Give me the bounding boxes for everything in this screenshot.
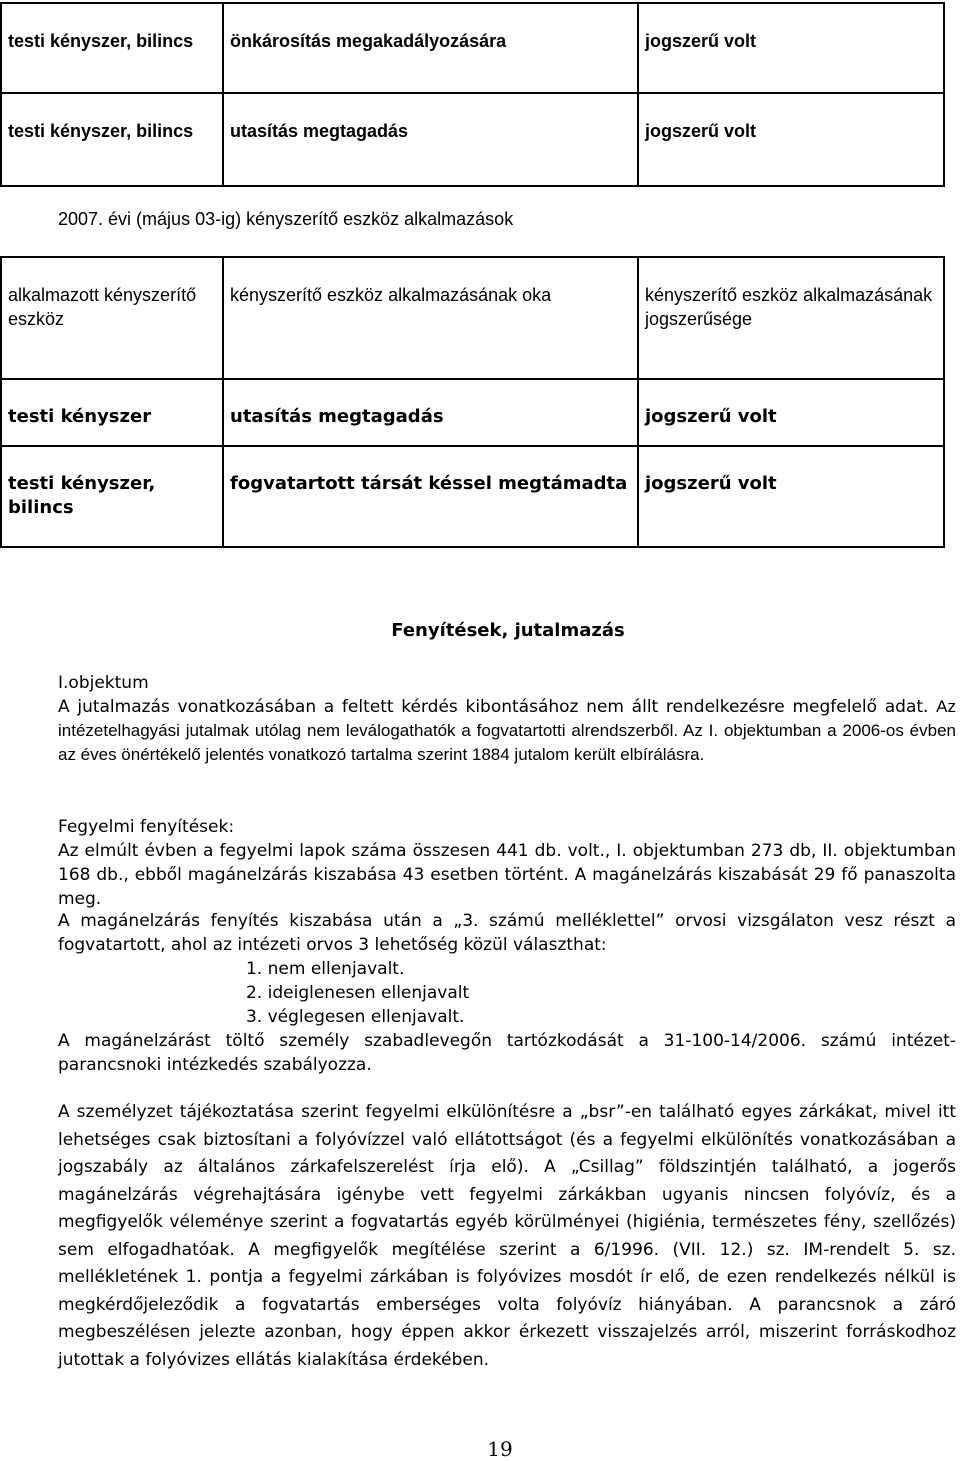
paragraph-szabadlevego: A magánelzárást töltő személy szabadlevegőn tartózkodását a 31-100-14/2006. számú intézet-parancsnoki intézkedés szabályozza. [58, 1031, 956, 1075]
table-caption: 2007. évi (május 03-ig) kényszerítő eszköz alkalmazások [58, 209, 514, 229]
column-header: kényszerítő eszköz alkalmazásának oka [223, 257, 638, 379]
paragraph-fegyelmi [58, 815, 956, 911]
list-item: 2. ideiglenesen ellenjavalt [246, 983, 470, 1003]
paragraph-orvosi: A magánelzárás fenyítés kiszabása után a „3. számú melléklettel” orvosi vizsgálaton vesz részt a fogvatartott, ahol az intézeti orvos 3 lehetőség közül választhat: [58, 911, 956, 955]
table-cell: testi kényszer, bilincs [1, 93, 223, 186]
paragraph-text: A jutalmazás vonatkozásában a feltett kérdés kibontásához nem állt rendelkezésre megfelelő adat. [58, 697, 929, 717]
orvosi-options-list [246, 957, 469, 1029]
table-cell: utasítás megtagadás [223, 379, 638, 446]
table-cell: testi kényszer, bilincs [1, 446, 223, 547]
table-cell: jogszerű volt [638, 446, 944, 547]
coercion-table-continued [0, 2, 945, 187]
coercion-table-2007 [0, 256, 945, 548]
table-row [1, 93, 944, 186]
table-cell: önkárosítás megakadályozására [223, 3, 638, 93]
table-cell: fogvatartott társát késsel megtámadta [223, 446, 638, 547]
section-heading: Fenyítések, jutalmazás [391, 620, 625, 641]
column-header: alkalmazott kényszerítő eszköz [1, 257, 223, 379]
table-cell: testi kényszer, bilincs [1, 3, 223, 93]
page-number: 19 [487, 1437, 513, 1461]
column-header: kényszerítő eszköz alkalmazásának jogszerűsége [638, 257, 944, 379]
paragraph-objektum [58, 671, 956, 767]
paragraph-text: Az elmúlt évben a fegyelmi lapok száma összesen 441 db. volt., I. objektumban 273 db, II. objektumban 168 db., ebből magánelzárás kiszabása 43 esetben történt. A magánelzárás kiszabását 29 fő panaszolta meg. [58, 841, 956, 909]
table-cell: jogszerű volt [638, 379, 944, 446]
table-cell: testi kényszer [1, 379, 223, 446]
table-cell: utasítás megtagadás [223, 93, 638, 186]
table-row [1, 3, 944, 93]
table-cell: jogszerű volt [638, 93, 944, 186]
fegyelmi-label: Fegyelmi fenyítések: [58, 817, 235, 837]
table-cell: jogszerű volt [638, 3, 944, 93]
table-header-row [1, 257, 944, 379]
table-row [1, 446, 944, 547]
table-row [1, 379, 944, 446]
objektum-label: I.objektum [58, 673, 149, 693]
paragraph-text: Az intézetelhagyási jutalmak utólag nem leválogathatók a fogvatartotti alrendszerből. Az I. objektumban a 2006-os évben az éves önértékelő jelentés vonatkozó tartalma szerint 1884 jutalom került elbírálásra. [58, 697, 957, 764]
list-item: 3. véglegesen ellenjavalt. [246, 1007, 465, 1027]
list-item: 1. nem ellenjavalt. [246, 959, 405, 979]
paragraph-szemelyzet: A személyzet tájékoztatása szerint fegyelmi elkülönítésre a „bsr”-en található egyes zárkákat, mivel itt lehetséges csak biztosítani a folyóvízzel való ellátottságot (és a fegyelmi elkülönítés vonatkozásában a jogszabály az általános zárkafelszerelést írja elő). A „Csillag” földszintjén található, a jogerős magánelzárás végrehajtására igénybe vett fegyelmi zárkákban ugyanis nincsen folyóvíz, és a megfigyelők véleménye szerint a fogvatartás egyéb körülményei (higiénia, természetes fény, szellőzés) sem elfogadhatóak. A megfigyelők megítélése szerint a 6/1996. (VII. 12.) sz. IM-rendelt 5. sz. mellékletének 1. pontja a fegyelmi zárkában is folyóvizes mosdót ír elő, de ezen rendelkezés nélkül is megkérdőjeleződik a fogvatartás emberséges volta folyóvíz hiányában. A parancsnok a záró megbeszélésen jelezte azonban, hogy éppen akkor érkezett visszajelzés arról, miszerint forráskodhoz jutottak a folyóvizes ellátás kialakítása érdekében. [58, 1102, 956, 1370]
